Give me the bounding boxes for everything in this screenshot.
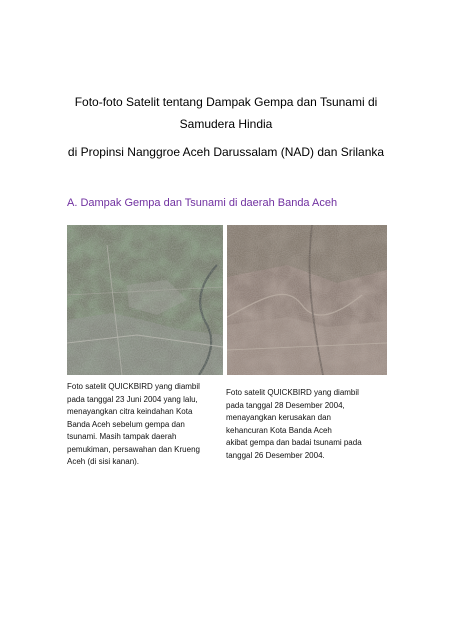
photo-caption-after: [226, 387, 388, 462]
caption-line: Foto satelit QUICKBIRD yang diambil: [226, 388, 359, 397]
caption-line: tsunami. Masih tampak daerah: [67, 432, 177, 441]
caption-line: Aceh (di sisi kanan).: [67, 457, 140, 466]
section-heading: A. Dampak Gempa dan Tsunami di daerah Banda Aceh: [67, 197, 338, 209]
caption-line: tanggal 26 Desember 2004.: [226, 450, 325, 460]
caption-line: pada tanggal 23 Juni 2004 yang lalu,: [67, 394, 198, 404]
document-title-line-2: Samudera Hindia: [179, 117, 273, 131]
caption-line: kehancuran Kota Banda Aceh: [226, 425, 332, 435]
caption-line: menayangkan citra keindahan Kota: [67, 407, 193, 416]
caption-line: Banda Aceh sebelum gempa dan: [67, 419, 185, 429]
caption-line: menayangkan kerusakan dan: [226, 413, 331, 422]
photo-caption-before: [67, 381, 219, 469]
caption-line: pada tanggal 28 Desember 2004,: [226, 400, 345, 410]
satellite-photo-after: [227, 225, 387, 375]
caption-line: Foto satelit QUICKBIRD yang diambil: [67, 382, 200, 391]
document-title-line-1: Foto-foto Satelit tentang Dampak Gempa dan Tsunami di: [74, 95, 378, 109]
caption-line: pemukiman, persawahan dan Krueng: [67, 444, 200, 454]
caption-line: akibat gempa dan badai tsunami pada: [226, 438, 362, 447]
satellite-photo-before: [67, 225, 223, 375]
document-title-line-3: di Propinsi Nanggroe Aceh Darussalam (NAD) dan Srilanka: [67, 145, 385, 159]
